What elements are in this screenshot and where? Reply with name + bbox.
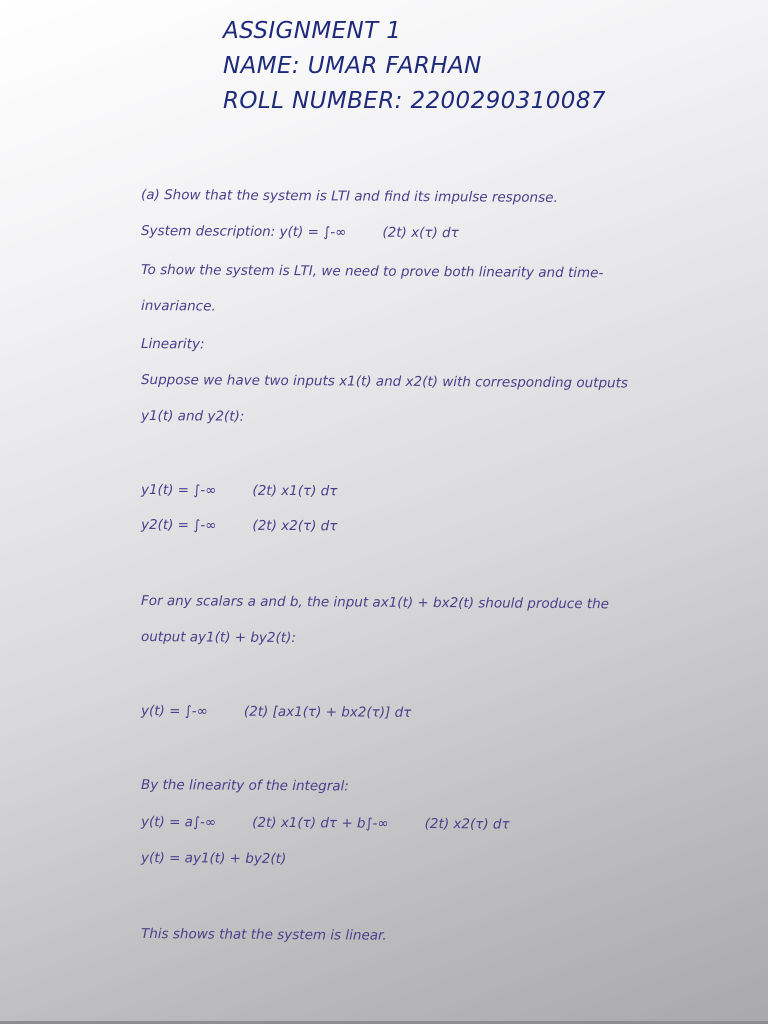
student-name: NAME: UMAR FARHAN [223,53,482,79]
equation-y2-rhs: (2t) x2(τ) dτ [252,517,338,535]
suppose-line-2: y1(t) and y2(t): [140,408,245,425]
linearity-heading: Linearity: [140,336,205,353]
equation-y2 [141,517,741,537]
equation-y1-lhs: y1(t) = ∫-∞ [140,482,217,499]
equation-split-a-part: y(t) = a∫-∞ [140,814,217,831]
equation-combined-rhs: (2t) [ax1(τ) + bx2(τ)] dτ [243,703,412,721]
system-description-lhs: System description: y(t) = ∫-∞ [140,223,347,241]
by-linearity-line: By the linearity of the integral: [140,777,349,795]
intro-line-2: invariance. [140,298,216,315]
assignment-header [223,14,606,119]
suppose-line-1: Suppose we have two inputs x1(t) and x2(t) with corresponding outputs [140,372,629,392]
equation-combined-lhs: y(t) = ∫-∞ [140,703,208,720]
equation-y2-lhs: y2(t) = ∫-∞ [140,517,217,534]
equation-split-end: (2t) x2(τ) dτ [424,815,510,833]
system-description-line [141,223,741,243]
intro-line-1: To show the system is LTI, we need to prove both linearity and time- [140,262,604,282]
equation-y1 [141,482,741,502]
system-description-rhs: (2t) x(τ) dτ [382,224,459,242]
conclusion-line: This shows that the system is linear. [140,926,387,944]
roll-number: ROLL NUMBER: 2200290310087 [223,88,606,114]
question-line: (a) Show that the system is LTI and find its impulse response. [140,187,558,206]
equation-split [141,814,741,834]
equation-split-mid: (2t) x1(τ) dτ + b∫-∞ [252,814,389,832]
equation-y1-rhs: (2t) x1(τ) dτ [252,482,338,500]
equation-combined [141,703,741,723]
scalars-line-1: For any scalars a and b, the input ax1(t) + bx2(t) should produce the [140,593,610,613]
equation-result: y(t) = ay1(t) + by2(t) [140,850,287,868]
scalars-line-2: output ay1(t) + by2(t): [140,629,296,647]
assignment-title: ASSIGNMENT 1 [223,18,402,44]
